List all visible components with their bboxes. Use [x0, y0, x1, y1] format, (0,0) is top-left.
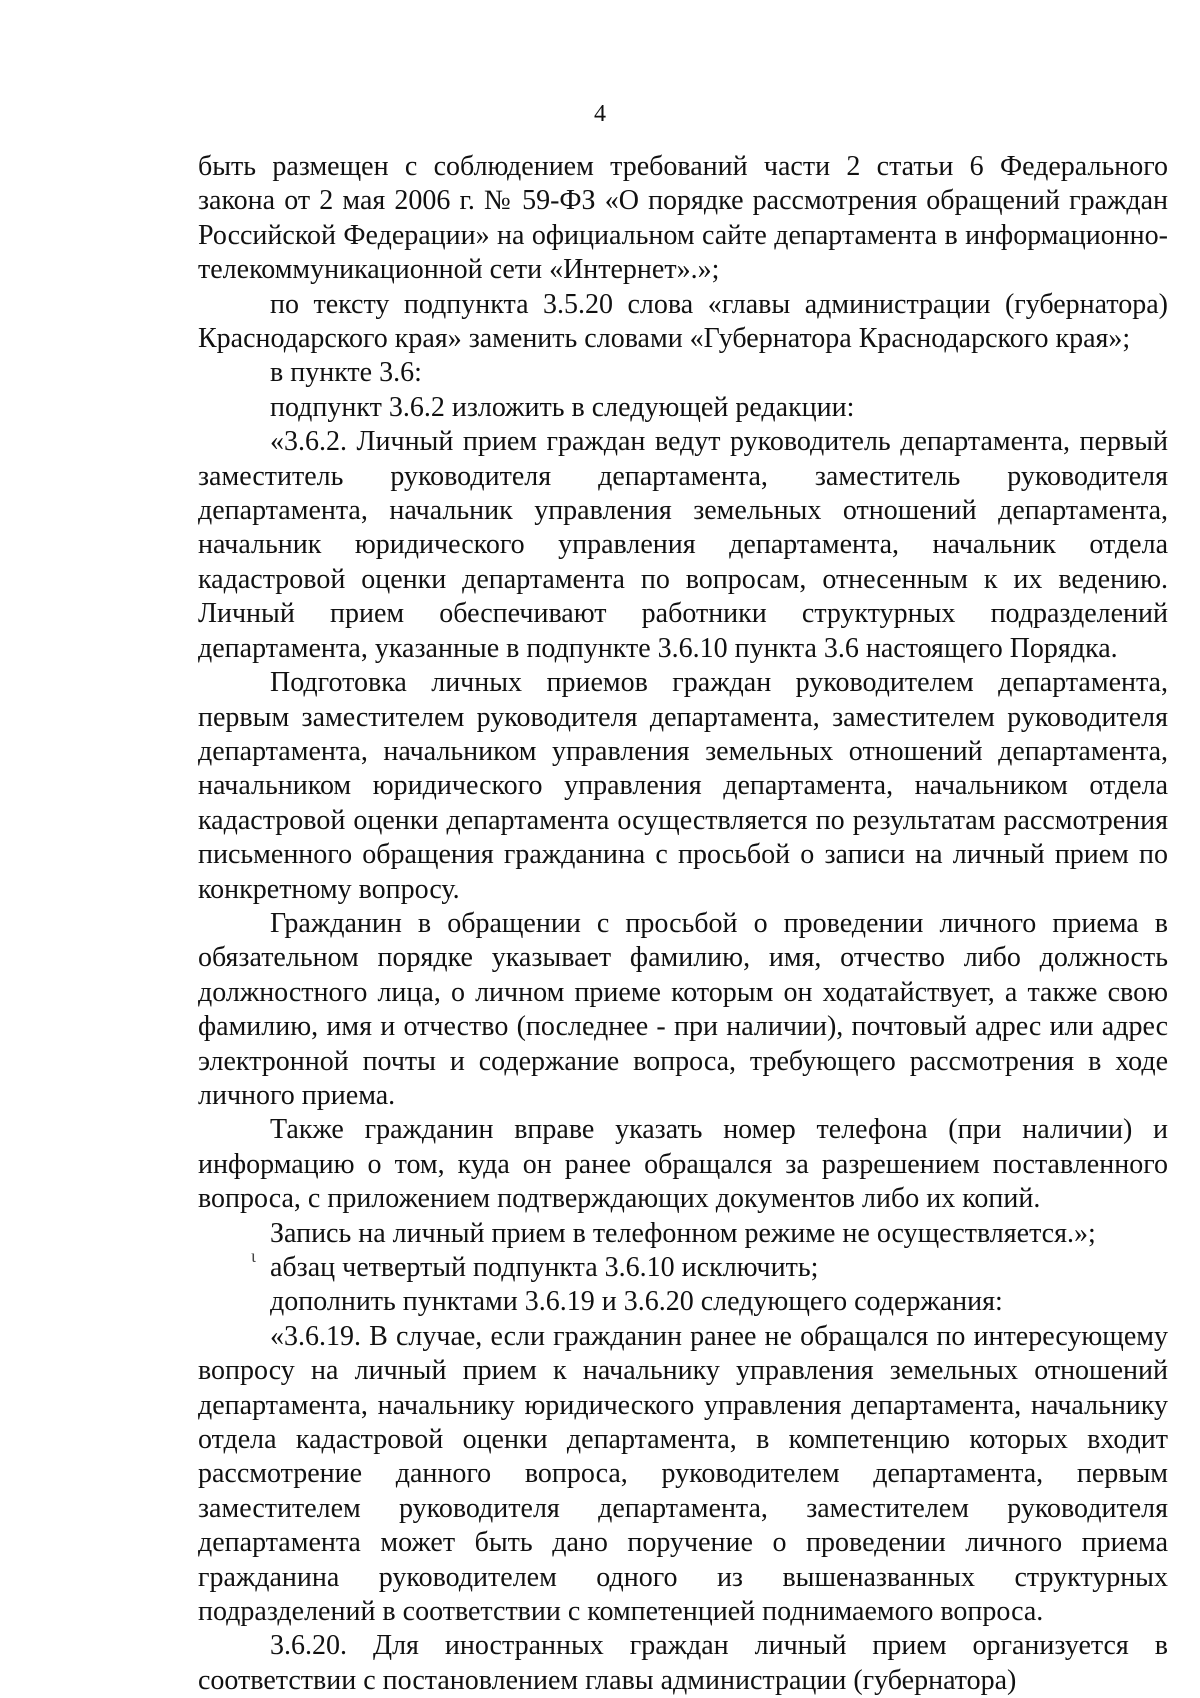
paragraph-phone-optional: Также гражданин вправе указать номер телефона (при наличии) и информацию о том, куда он ранее обращался за разрешением поставленного вопроса, с приложением подтверждающих документов либо их копий.	[198, 1114, 1168, 1215]
paragraph-continuation: быть размещен с соблюдением требований части 2 статьи 6 Федерального закона от 2 мая 2006 г. № 59-ФЗ «О порядке рассмотрения обращений граждан Российской Федерации» на официальном сайте департамента в информационно-телекоммуникационной сети «Интернет».»;	[198, 151, 1168, 286]
paragraph-amendment-3-5-20: по тексту подпункта 3.5.20 слова «главы администрации (губернатора) Краснодарского края» заменить словами «Губернатора Краснодарского края»;	[198, 288, 1168, 355]
paragraph-no-phone-booking: Запись на личный прием в телефонном режиме не осуществляется.»;	[270, 1217, 1096, 1249]
paragraph-exclude-3-6-10: абзац четвертый подпункта 3.6.10 исключить;	[270, 1252, 819, 1283]
paragraph-3-6-19-text: «3.6.19. В случае, если гражданин ранее не обращался по интересующему вопросу на личный прием к начальнику управления земельных отношений департамента, начальнику юридического управления департамента, начальнику отдела кадастровой оценки департамента, в компетенцию которых входит рассмотрение данного вопроса, руководителем департамента, первым заместителем руководителя департамента, заместителем руководителя департамента может быть дано поручение о проведении личного приема гражданина руководителем одного из вышеназванных структурных подразделений в соответствии с компетенцией поднимаемого вопроса.	[198, 1320, 1168, 1628]
paragraph-citizen-request-details: Гражданин в обращении с просьбой о проведении личного приема в обязательном порядке указывает фамилию, имя, отчество либо должность должностного лица, о личном приеме которым он ходатайствует, а также свою фамилию, имя и отчество (последнее - при наличии), почтовый адрес или адрес электронной почты и содержание вопроса, требующего рассмотрения в ходе личного приема.	[198, 907, 1168, 1111]
stray-pen-mark: ι	[251, 1246, 256, 1266]
paragraph-add-3-6-19-3-6-20: дополнить пунктами 3.6.19 и 3.6.20 следующего содержания:	[270, 1286, 1003, 1318]
paragraph-in-clause-3-6: в пункте 3.6:	[270, 357, 422, 389]
paragraph-3-6-2-text: «3.6.2. Личный прием граждан ведут руководитель департамента, первый заместитель руководителя департамента, заместитель руководителя департамента, начальник управления земельных отношений департамента, начальник юридического управления департамента, начальник отдела кадастровой оценки департамента по вопросам, отнесенным к их ведению. Личный прием обеспечивают работники структурных подразделений департамента, указанные в подпункте 3.6.10 пункта 3.6 настоящего Порядка.	[198, 426, 1168, 664]
paragraph-subclause-3-6-2-intro: подпункт 3.6.2 изложить в следующей редакции:	[270, 391, 855, 423]
paragraph-3-6-20-text: 3.6.20. Для иностранных граждан личный прием организуется в соответствии с постановлением главы администрации (губернатора)	[198, 1630, 1168, 1696]
document-body	[198, 150, 1168, 1698]
paragraph-preparation-of-receptions: Подготовка личных приемов граждан руководителем департамента, первым заместителем руководителя департамента, заместителем руководителя департамента, начальником управления земельных отношений департамента, начальником юридического управления департамента, начальником отдела кадастровой оценки департамента осуществляется по результатам рассмотрения письменного обращения гражданина с просьбой о записи на личный прием по конкретному вопросу.	[198, 667, 1168, 905]
page-number: 4	[594, 101, 606, 127]
